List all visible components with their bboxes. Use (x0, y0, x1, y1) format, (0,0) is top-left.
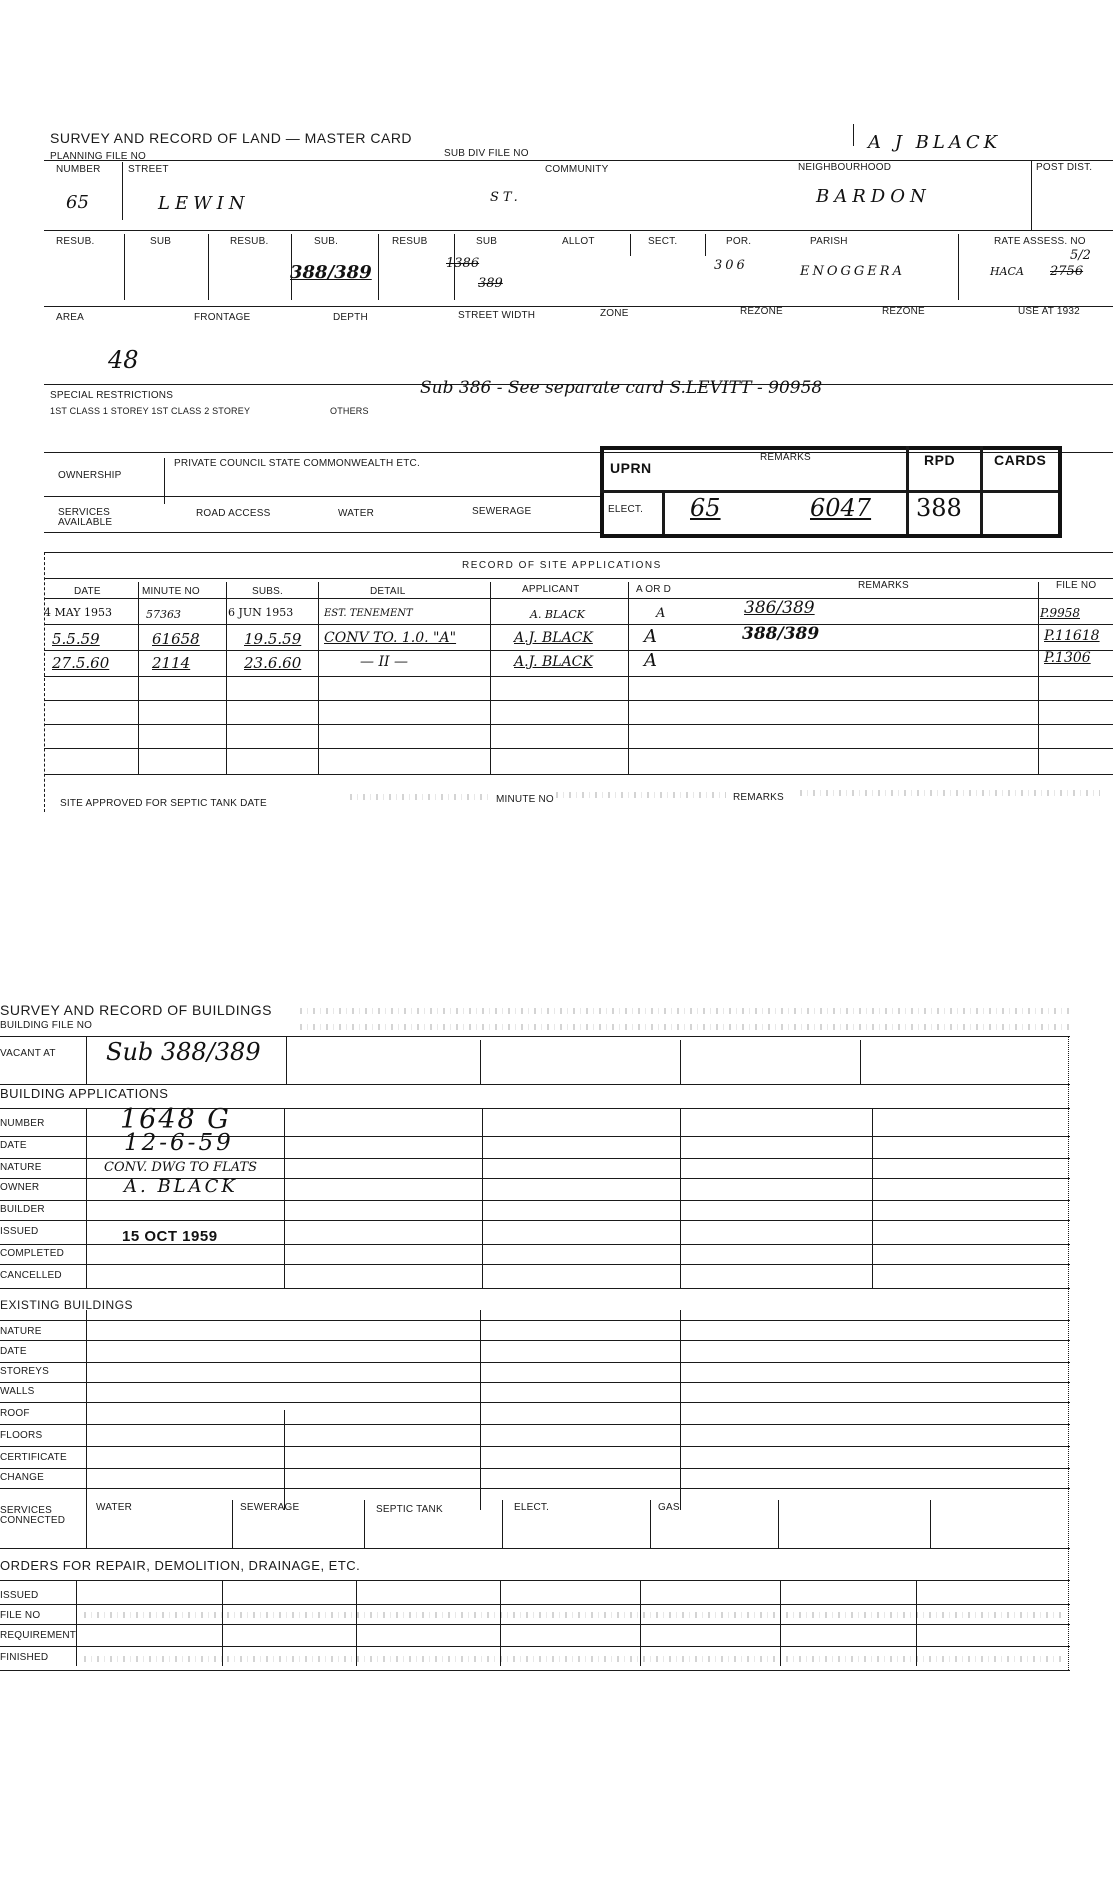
rule (44, 496, 600, 497)
rule (662, 490, 665, 534)
ba-builder-label: BUILDER (0, 1204, 45, 1215)
app-row-1-applicant: A. BLACK (530, 608, 585, 621)
rule (0, 1670, 1070, 1671)
ex-nature-label: NATURE (0, 1326, 42, 1337)
rule (916, 1580, 917, 1666)
rule (364, 1500, 365, 1548)
rule (0, 1200, 1070, 1201)
rule (860, 1040, 861, 1084)
app-row-2-aord: A (644, 626, 657, 647)
neighbourhood-value: BARDON (816, 186, 931, 207)
rule (640, 1580, 641, 1666)
water-label: WATER (338, 508, 374, 519)
rule (76, 1580, 77, 1666)
area-value: 48 (108, 346, 139, 374)
rule (0, 1362, 1070, 1363)
rule (0, 1320, 1070, 1321)
minute-label: MINUTE NO (496, 794, 554, 805)
rule (872, 1108, 873, 1288)
rule (0, 1244, 1070, 1245)
class-types-label: 1ST CLASS 1 STOREY 1ST CLASS 2 STOREY (50, 406, 251, 416)
svc-elect-label: ELECT. (514, 1502, 550, 1513)
frontage-label: FRONTAGE (194, 312, 251, 323)
rule (0, 1340, 1070, 1341)
app-col-file: FILE NO (1056, 580, 1097, 591)
rule (780, 1580, 781, 1666)
building-file-label: BUILDING FILE NO (0, 1020, 93, 1031)
rule (0, 1624, 1070, 1625)
sub-label-2: SUB. (314, 236, 339, 247)
rule (86, 1500, 87, 1548)
ba-number-value: 1648 G (120, 1104, 231, 1135)
ex-certificate-label: CERTIFICATE (0, 1452, 67, 1463)
sub3-value-a: 1386 (446, 256, 480, 271)
rpd-label: RPD (924, 452, 956, 468)
rule (500, 1580, 501, 1666)
rule (0, 1488, 1070, 1489)
app-col-detail: DETAIL (370, 586, 406, 597)
app-row-3-minute: 2114 (152, 654, 191, 672)
rule (44, 774, 1113, 775)
app-row-3-applicant: A.J. BLACK (514, 654, 593, 670)
special-note: Sub 386 - See separate card S.LEVITT - 90958 (420, 378, 823, 398)
others-label: OTHERS (330, 406, 369, 416)
street-suffix: ST. (490, 190, 522, 205)
zone-label: ZONE (600, 308, 629, 319)
rule (44, 650, 1113, 651)
rule (0, 1402, 1070, 1403)
orders-label: ORDERS FOR REPAIR, DEMOLITION, DRAINAGE, ETC. (0, 1558, 361, 1573)
neighbourhood-label: NEIGHBOURHOOD (798, 162, 892, 173)
planning-file-label: PLANNING FILE NO (50, 151, 146, 162)
app-row-1-file: P.9958 (1040, 606, 1080, 620)
uprn-code: 6047 (810, 494, 872, 522)
app-row-1-lots: 386/389 (744, 598, 815, 618)
rule (502, 1500, 503, 1548)
rule (318, 582, 319, 774)
existing-label: EXISTING BUILDINGS (0, 1298, 134, 1312)
ord-finished-label: FINISHED (0, 1652, 49, 1663)
ba-completed-label: COMPLETED (0, 1248, 65, 1259)
rule (930, 1500, 931, 1548)
resub-label-2: RESUB. (230, 236, 269, 247)
ex-change-label: CHANGE (0, 1472, 44, 1483)
street-width-label: STREET WIDTH (458, 310, 536, 321)
sub-label-1: SUB (150, 236, 172, 247)
community-label: COMMUNITY (545, 164, 609, 175)
rule (0, 1158, 1070, 1159)
app-col-remarks: REMARKS (858, 580, 909, 591)
allot-label: ALLOT (562, 236, 595, 247)
rule (0, 1220, 1070, 1221)
app-row-1-detail: EST. TENEMENT (324, 608, 413, 619)
services-label: SERVICES AVAILABLE (58, 507, 113, 528)
app-row-1-date: 4 MAY 1953 (44, 606, 113, 619)
rule (44, 552, 45, 812)
rule (906, 446, 909, 534)
ba-date-label: DATE (0, 1140, 27, 1151)
rule (44, 578, 1113, 579)
ba-nature-value: CONV. DWG TO FLATS (104, 1160, 258, 1175)
rule (482, 1108, 483, 1288)
ex-roof-label: ROOF (0, 1408, 30, 1419)
ex-floors-label: FLOORS (0, 1430, 43, 1441)
scan-noise (300, 1024, 1070, 1030)
svc-gas-label: GAS (658, 1502, 680, 1513)
rule (705, 234, 706, 256)
rule (86, 1108, 87, 1288)
rule (600, 490, 1058, 493)
sub2-value: 388/389 (290, 262, 372, 283)
scan-noise (556, 792, 726, 798)
rule (980, 446, 983, 534)
rule (630, 234, 631, 256)
ba-number-label: NUMBER (0, 1118, 45, 1129)
ord-file-label: FILE NO (0, 1610, 41, 1621)
rule (44, 306, 1113, 307)
header-tick (853, 124, 854, 146)
app-col-date: DATE (74, 586, 101, 597)
uprn-label: UPRN (610, 460, 652, 476)
rule (0, 1468, 1070, 1469)
rule (958, 234, 959, 300)
svc-sewerage-label: SEWERAGE (240, 1502, 300, 1513)
rule (284, 1108, 285, 1288)
rule (44, 160, 1113, 161)
elect-label: ELECT. (608, 504, 644, 515)
resub-label-3: RESUB (392, 236, 428, 247)
rule (286, 1036, 287, 1084)
ord-requirement-label: REQUIREMENT (0, 1630, 77, 1641)
rule (86, 1036, 87, 1084)
app-col-applicant: APPLICANT (522, 584, 580, 595)
scan-noise (84, 1656, 1064, 1662)
rule (0, 1382, 1070, 1383)
app-row-3-file: P.1306 (1044, 650, 1091, 666)
app-row-3-subs: 23.6.60 (244, 654, 302, 672)
ba-nature-label: NATURE (0, 1162, 42, 1173)
rule (44, 552, 1113, 553)
uprn-value: 65 (690, 494, 721, 522)
ex-walls-label: WALLS (0, 1386, 35, 1397)
remarks-footer-label: REMARKS (733, 792, 784, 803)
svc-septic-label: SEPTIC TANK (376, 1504, 443, 1515)
special-restrictions-label: SPECIAL RESTRICTIONS (50, 390, 174, 401)
owner-header: A J BLACK (868, 132, 1002, 153)
scan-noise (84, 1612, 1064, 1618)
rule (650, 1500, 651, 1548)
rule (0, 1446, 1070, 1447)
rule (0, 1548, 1070, 1549)
rule (284, 1410, 285, 1510)
rule (226, 582, 227, 774)
app-row-1-aord: A (656, 606, 666, 621)
ownership-types-label: PRIVATE COUNCIL STATE COMMONWEALTH ETC. (174, 458, 420, 469)
scan-noise (300, 1008, 1070, 1014)
street-label: STREET (128, 164, 169, 175)
rule (490, 582, 491, 774)
street-value: LEWIN (158, 193, 250, 214)
rule (44, 724, 1113, 725)
app-row-2-lots: 388/389 (742, 624, 820, 644)
rule (124, 234, 125, 300)
resub-label-1: RESUB. (56, 236, 95, 247)
rule (222, 1580, 223, 1666)
rule (480, 1040, 481, 1084)
rate-assess-b: HACA (990, 265, 1024, 278)
rate-assess-c: 2756 (1050, 264, 1084, 279)
rule (0, 1288, 1070, 1289)
app-row-3-detail: — II — (360, 654, 408, 670)
ba-issued-label: ISSUED (0, 1226, 39, 1237)
ba-date-value: 12-6-59 (124, 1130, 234, 1156)
rule (1031, 160, 1032, 230)
rule (44, 532, 600, 533)
app-row-2-subs: 19.5.59 (244, 630, 302, 648)
rule (122, 162, 123, 220)
buildings-card (0, 980, 1113, 1740)
rpd-value: 388 (916, 494, 962, 522)
rule (44, 700, 1113, 701)
rule (628, 582, 629, 774)
sub-file-label: SUB DIV FILE NO (444, 148, 529, 159)
ex-storeys-label: STOREYS (0, 1366, 50, 1377)
rule (0, 1580, 1070, 1581)
rezone-label-1: REZONE (740, 306, 783, 317)
ord-issued-label: ISSUED (0, 1590, 39, 1601)
number-value: 65 (66, 192, 89, 213)
scan-noise (350, 794, 490, 800)
area-label: AREA (56, 312, 85, 323)
number-label: NUMBER (56, 164, 101, 175)
ex-date-label: DATE (0, 1346, 27, 1357)
rule (356, 1580, 357, 1666)
vacant-value: Sub 388/389 (106, 1038, 261, 1066)
road-access-label: ROAD ACCESS (196, 508, 271, 519)
rule (44, 598, 1113, 599)
svc-water-label: WATER (96, 1502, 132, 1513)
rule (0, 1036, 1070, 1037)
rule (778, 1500, 779, 1548)
app-row-1-subs: 6 JUN 1953 (228, 606, 294, 619)
app-row-3-aord: A (644, 650, 657, 671)
sub-label-3: SUB (476, 236, 498, 247)
rule (208, 234, 209, 300)
app-row-2-applicant: A.J. BLACK (514, 630, 593, 646)
rule (44, 676, 1113, 677)
post-dist-label: POST DIST. (1036, 162, 1093, 173)
app-row-1-minute: 57363 (146, 608, 181, 621)
scan-noise (800, 790, 1100, 796)
app-row-2-minute: 61658 (152, 630, 200, 648)
por-label: POR. (726, 236, 752, 247)
rule (138, 582, 139, 774)
por-value: 306 (714, 258, 748, 273)
parish-value: ENOGGERA (800, 264, 905, 279)
land-card-title: SURVEY AND RECORD OF LAND — MASTER CARD (50, 130, 413, 146)
remarks-box-label: REMARKS (760, 452, 811, 463)
rezone-label-2: REZONE (882, 306, 925, 317)
sub3-value-b: 389 (478, 276, 503, 291)
rule (44, 748, 1113, 749)
app-col-aord: A OR D (636, 584, 672, 595)
rule (44, 230, 1113, 231)
sewerage-label: SEWERAGE (472, 506, 532, 517)
cards-label: CARDS (994, 452, 1047, 468)
depth-label: DEPTH (333, 312, 368, 323)
rule (378, 234, 379, 300)
rule (232, 1500, 233, 1548)
vacant-label: VACANT AT (0, 1048, 56, 1059)
rule (680, 1108, 681, 1288)
land-master-card (0, 0, 1113, 840)
applications-label: BUILDING APPLICATIONS (0, 1086, 169, 1101)
rule (164, 458, 165, 504)
buildings-card-title: SURVEY AND RECORD OF BUILDINGS (0, 1002, 272, 1018)
rule (1068, 1036, 1069, 1670)
rate-assess-a: 5/2 (1070, 248, 1091, 263)
rule (680, 1040, 681, 1084)
rule (0, 1424, 1070, 1425)
rate-assess-label: RATE ASSESS. NO (994, 236, 1086, 247)
septic-label: SITE APPROVED FOR SEPTIC TANK DATE (60, 798, 267, 809)
services-connected-label: SERVICES CONNECTED (0, 1505, 66, 1526)
ownership-label: OWNERSHIP (58, 470, 122, 481)
app-row-2-detail: CONV TO. 1.0. "A" (324, 630, 457, 646)
app-col-subs: SUBS. (252, 586, 284, 597)
app-row-3-date: 27.5.60 (52, 654, 110, 672)
ba-cancelled-label: CANCELLED (0, 1270, 62, 1281)
app-col-minute: MINUTE NO (142, 586, 200, 597)
rule (0, 1084, 1070, 1085)
rule (1038, 582, 1039, 774)
rule (44, 624, 1113, 625)
rule (0, 1646, 1070, 1647)
record-title: RECORD OF SITE APPLICATIONS (462, 560, 662, 571)
app-row-2-date: 5.5.59 (52, 630, 100, 648)
issued-stamp: 15 OCT 1959 (122, 1228, 218, 1245)
rule (0, 1604, 1070, 1605)
sect-label: SECT. (648, 236, 678, 247)
app-row-2-file: P.11618 (1044, 628, 1100, 644)
ba-owner-label: OWNER (0, 1182, 40, 1193)
rule (0, 1264, 1070, 1265)
ba-owner-value: A. BLACK (124, 1176, 238, 1197)
use-at-label: USE AT 1932 (1018, 306, 1080, 317)
parish-label: PARISH (810, 236, 848, 247)
